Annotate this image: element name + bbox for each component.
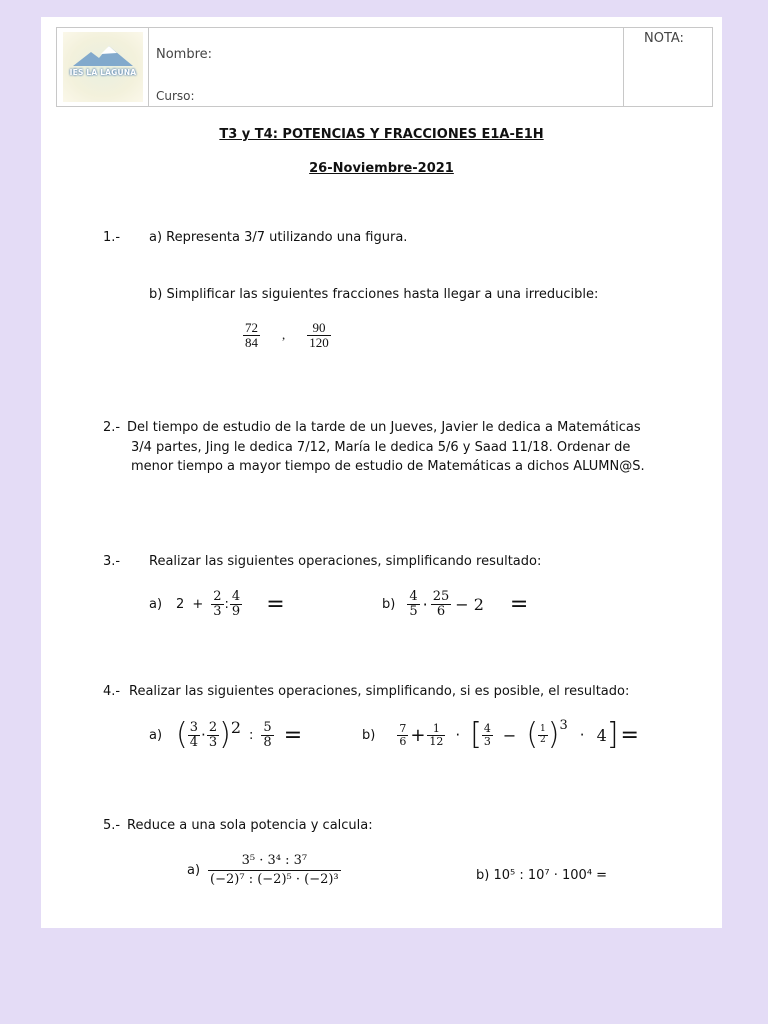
mountain-icon xyxy=(71,40,135,70)
multiply-dot: · xyxy=(579,726,585,744)
multiply-dot: · xyxy=(455,726,461,744)
q5-text: Reduce a una sola potencia y calcula: xyxy=(127,818,373,833)
q3-text: Realizar las siguientes operaciones, simplificando resultado: xyxy=(149,554,542,569)
label-b: b) xyxy=(382,596,396,612)
numerator: 4 xyxy=(231,589,241,604)
four: 4 xyxy=(596,725,607,745)
school-logo xyxy=(63,32,143,102)
equals-sign: = xyxy=(266,591,285,617)
denominator: 84 xyxy=(245,334,258,350)
numerator: 7 xyxy=(399,721,407,735)
numerator: 1 xyxy=(427,723,445,736)
fraction xyxy=(431,590,452,618)
label-a: a) xyxy=(149,596,163,612)
open-paren: ( xyxy=(176,717,188,752)
numerator: 5 xyxy=(263,719,272,735)
fraction xyxy=(397,723,408,747)
numerator: 72 xyxy=(245,320,258,335)
numerator: 3 xyxy=(189,719,199,735)
minus-two: − 2 xyxy=(455,594,484,614)
label-a: a) xyxy=(149,727,163,743)
q2-line3: menor tiempo a mayor tiempo de estudio de Matemáticas a dichos ALUMN@S. xyxy=(131,459,645,474)
fraction xyxy=(538,725,548,745)
fraction xyxy=(207,721,219,749)
multiply-dot: · xyxy=(201,726,206,744)
numerator: 1 xyxy=(540,724,546,735)
denominator: 3 xyxy=(213,603,222,619)
q1-part-b: b) Simplificar las siguientes fracciones hasta llegar a una irreducible: xyxy=(149,287,599,302)
close-paren: ) xyxy=(547,717,560,752)
numerator: 4 xyxy=(409,589,418,604)
division-sign: : xyxy=(224,596,229,612)
logo-cell xyxy=(57,28,149,106)
q4-expression-b xyxy=(362,717,639,752)
denominator: 2 xyxy=(540,734,546,745)
exponent: 2 xyxy=(230,718,242,737)
q5-expression-a xyxy=(187,854,341,886)
plus-sign: + xyxy=(410,724,426,746)
denominator: 12 xyxy=(429,734,444,748)
fraction xyxy=(243,321,260,349)
q2-number: 2.- xyxy=(103,420,121,435)
denominator: 6 xyxy=(436,603,446,619)
exponent: 3 xyxy=(559,718,568,733)
q3-expression-a xyxy=(149,590,285,618)
fraction xyxy=(307,321,331,349)
q4-number: 4.- xyxy=(103,684,121,699)
numerator: 25 xyxy=(432,589,450,604)
fraction xyxy=(407,590,419,618)
grade-label: NOTA: xyxy=(644,31,684,46)
equals-sign: = xyxy=(283,722,303,748)
numerator: 90 xyxy=(307,321,331,336)
label-b: b) xyxy=(362,727,376,743)
denominator: 3 xyxy=(483,734,491,748)
q4-expression-a xyxy=(149,717,303,752)
q2-line1: Del tiempo de estudio de la tarde de un Jueves, Javier le dedica a Matemáticas xyxy=(127,420,641,435)
q4-text: Realizar las siguientes operaciones, simplificando, si es posible, el resultado: xyxy=(129,684,630,699)
fraction xyxy=(208,854,341,886)
denominator: 9 xyxy=(231,603,241,619)
fraction xyxy=(427,723,445,747)
denominator: 4 xyxy=(189,734,199,750)
numerator: 2 xyxy=(213,589,222,604)
open-paren: ( xyxy=(526,717,539,752)
q1-part-a: a) Representa 3/7 utilizando una figura. xyxy=(149,230,408,245)
fraction xyxy=(261,721,273,749)
equals-sign: = xyxy=(509,591,529,617)
q5-number: 5.- xyxy=(103,818,121,833)
fraction xyxy=(188,721,200,749)
close-paren: ) xyxy=(219,717,231,752)
q1-fractions xyxy=(243,321,331,349)
q1-number: 1.- xyxy=(103,230,121,245)
name-label: Nombre: xyxy=(156,47,213,62)
exam-sheet xyxy=(41,17,722,928)
numerator: 3⁵ · 3⁴ : 3⁷ xyxy=(208,854,341,871)
name-cell xyxy=(149,28,624,106)
exam-date: 26-Noviembre-2021 xyxy=(309,161,454,176)
denominator: 5 xyxy=(409,603,418,619)
equals-sign: = xyxy=(620,722,639,748)
separator: , xyxy=(282,327,286,343)
plus-sign: + xyxy=(192,596,204,612)
q3-number: 3.- xyxy=(103,554,121,569)
q2-line2: 3/4 partes, Jing le dedica 7/12, María le dedica 5/6 y Saad 11/18. Ordenar de xyxy=(131,440,631,455)
fraction xyxy=(211,590,223,618)
close-bracket: ] xyxy=(606,717,619,752)
course-label: Curso: xyxy=(156,89,195,103)
denominator: 3 xyxy=(208,734,218,750)
numerator: 2 xyxy=(208,719,218,735)
division-sign: : xyxy=(249,727,254,743)
label-a: a) xyxy=(187,862,201,878)
fraction xyxy=(230,590,242,618)
denominator: 120 xyxy=(309,334,329,350)
q5-expression-b: b) 10⁵ : 10⁷ · 100⁴ = xyxy=(476,868,608,883)
header-table xyxy=(56,27,713,107)
denominator: 6 xyxy=(399,734,407,748)
exam-title: T3 y T4: POTENCIAS Y FRACCIONES E1A-E1H xyxy=(219,127,544,142)
logo-text: IES LA LAGUNA xyxy=(69,68,137,77)
denominator: 8 xyxy=(263,734,272,750)
numerator: 4 xyxy=(483,721,491,735)
multiply-dot: · xyxy=(422,594,428,614)
q3-expression-b xyxy=(382,590,528,618)
fraction xyxy=(482,723,493,747)
open-bracket: [ xyxy=(470,717,482,752)
minus-sign: − xyxy=(502,725,517,745)
integer: 2 xyxy=(176,596,185,612)
denominator: (−2)⁷ : (−2)⁵ · (−2)³ xyxy=(210,871,339,887)
